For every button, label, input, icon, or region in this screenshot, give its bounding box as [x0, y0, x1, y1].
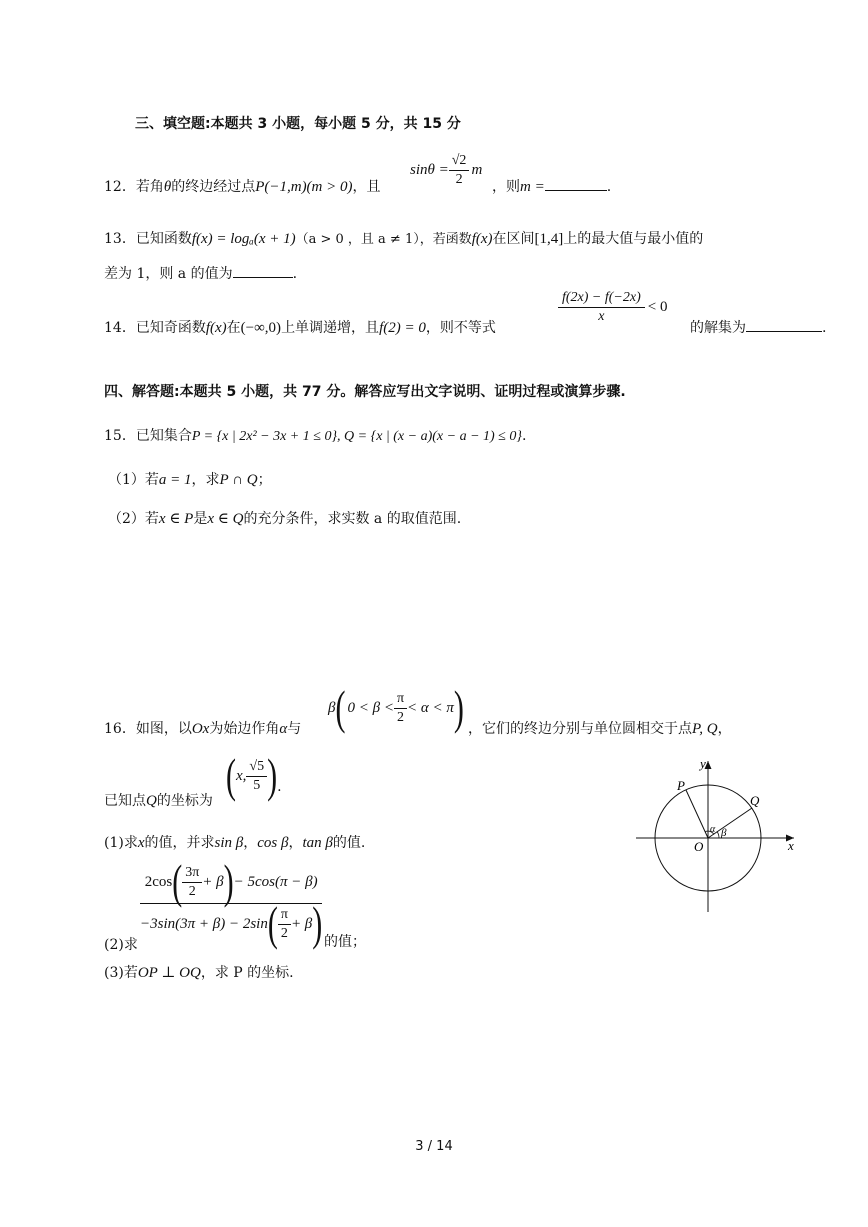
q15-sets: P = {x | 2x² − 3x + 1 ≤ 0}, Q = {x | (x − a)(x − a − 1) ≤ 0}: [191, 429, 522, 444]
q16-part-1: [104, 832, 365, 852]
page-number: 3 / 14: [415, 1139, 453, 1154]
q16-p3-label: (3)若: [104, 965, 138, 981]
q16-text-4: ，它们的终边分别与单位圆相交于点: [468, 721, 692, 737]
q16-frac-den-inner-den: 2: [280, 926, 288, 941]
q16-frac-den-rparen: ): [312, 897, 323, 951]
q16-p1-cos: cos β: [257, 835, 289, 851]
section-3-heading: 三、填空题:本题共 3 小题，每小题 5 分，共 15 分: [135, 116, 461, 132]
q16-range-den: 2: [396, 710, 404, 725]
q16-p1-text: 的值，并求: [144, 835, 215, 851]
q16-number: 16．: [104, 721, 136, 737]
q15-p1-end: ；: [257, 472, 272, 488]
q15-p2-mid: 是: [193, 511, 208, 527]
question-16-line-1a: [104, 718, 301, 738]
q15-p2-b: x ∈ Q: [207, 511, 244, 527]
q14-ineq-num: f(2x) − f(−2x): [558, 289, 645, 308]
q16-p3-expr: OP ⊥ OQ: [137, 965, 201, 981]
label-y: y: [700, 756, 706, 771]
q16-range-left: 0 < β <: [347, 700, 394, 716]
q12-ask: [492, 176, 611, 196]
q15-p1-mid: ，求: [191, 472, 220, 488]
q16-text-5: ，: [717, 721, 732, 737]
q16-p1-sep-2: ，: [288, 835, 303, 851]
q16-frac-num-lparen: (: [172, 855, 183, 909]
q16-range-frac: [394, 690, 407, 727]
question-13-line-2: [104, 263, 297, 283]
q15-p2-end: 的充分条件，求实数 a 的取值范围.: [243, 511, 462, 527]
q12-text-2: 的终边经过点: [171, 179, 256, 195]
q16-p1-sin: sin β: [214, 835, 244, 851]
q16-range-lparen: (: [335, 681, 346, 735]
q14-fx: f(x): [205, 320, 227, 336]
q12-ask-var: m =: [520, 179, 545, 195]
q16-p1-tan: tan β: [302, 835, 333, 851]
q12-sin-lhs: sinθ =: [410, 162, 449, 178]
q16-text-2: 为始边作角: [209, 721, 280, 737]
q14-ineq-den: x: [598, 309, 605, 324]
q16-coord-den: 5: [253, 778, 261, 793]
q16-frac-num-c: + β: [202, 874, 224, 890]
q15-number: 15．: [104, 428, 136, 444]
q16-frac-num-rparen: ): [223, 855, 234, 909]
ray-op: [686, 790, 708, 838]
q16-big-fraction: [140, 855, 323, 951]
q12-text-4: ，则: [492, 179, 520, 195]
q13-interval: [1,4]: [534, 231, 564, 247]
q14-answer-blank[interactable]: [746, 317, 822, 332]
q16-frac-den-c: + β: [290, 916, 313, 932]
angle-beta-arc: [717, 832, 719, 839]
q12-sin-m: m: [471, 162, 483, 178]
q14-ineq-fraction: [558, 289, 645, 326]
q16-range: [328, 681, 464, 735]
label-alpha: α: [710, 824, 716, 835]
q15-text-1: 已知集合: [135, 428, 192, 444]
q12-sin-expression: [410, 152, 482, 189]
q13-line-2-text: 差为 1，则 a 的值为: [104, 266, 233, 282]
q16-frac-num-inner: [182, 864, 202, 901]
q16-part-2-end: 的值；: [324, 934, 366, 950]
q16-frac-num-inner-num: 3π: [182, 864, 202, 883]
q16-q: Q: [146, 793, 157, 809]
q12-number: 12．: [104, 179, 136, 195]
label-q: Q: [750, 793, 760, 808]
q16-frac-num-d: − 5cos(π − β): [233, 874, 318, 890]
q16-frac-den-lparen: (: [267, 897, 278, 951]
q16-frac-numerator: [140, 855, 322, 909]
q13-cond: （a > 0 ，且 a ≠ 1），若函数: [295, 232, 472, 247]
q13-func: f(x) = logₐ(x + 1): [191, 231, 296, 247]
question-15: [104, 425, 526, 445]
q13-answer-blank[interactable]: [233, 263, 293, 278]
q14-inequality: [558, 289, 667, 326]
q16-range-right: < α < π: [407, 700, 454, 716]
label-p: P: [677, 778, 685, 793]
q13-text-1: 已知函数: [135, 231, 192, 247]
q14-text-4: ，则不等式: [425, 320, 496, 336]
q13-end: .: [292, 266, 298, 282]
q14-f2: f(2) = 0: [379, 320, 426, 336]
q12-text-1: 若角: [135, 179, 164, 195]
question-16-line-2: [104, 790, 213, 810]
q14-interval: (−∞,0): [240, 320, 282, 336]
q12-answer-blank[interactable]: [545, 176, 607, 191]
q14-end: .: [822, 320, 827, 336]
question-16-line-1b: [468, 718, 732, 738]
q15-p1-cond: a = 1: [158, 472, 192, 488]
q16-alpha: α: [279, 721, 288, 737]
q12-theta: θ: [163, 179, 172, 195]
q16-frac-den-inner: [278, 906, 291, 943]
q16-frac-num-inner-den: 2: [188, 884, 196, 899]
q16-coordinate: [226, 749, 282, 803]
q15-p1-label: （1）若: [108, 472, 159, 488]
q16-line-2b: 的坐标为: [156, 793, 213, 809]
q13-fx: f(x): [471, 231, 493, 247]
q16-range-rparen: ): [453, 681, 464, 735]
q12-end: .: [606, 179, 612, 195]
q16-range-num: π: [394, 690, 407, 709]
q16-part-3: [104, 962, 294, 982]
q15-part-1: [108, 469, 272, 489]
q14-number: 14．: [104, 320, 136, 336]
label-origin: O: [694, 839, 704, 854]
q16-line-2-text: 已知点: [104, 793, 146, 809]
q16-frac-den-a: −3sin(3π + β) − 2sin: [140, 916, 268, 932]
q13-number: 13．: [104, 231, 136, 247]
q16-coord-rparen: ): [267, 749, 278, 803]
q14-text-1: 已知奇函数: [135, 320, 206, 336]
q15-p2-label: （2）若: [108, 511, 159, 527]
question-13-line-1: [104, 228, 703, 248]
q16-frac-den-inner-num: π: [278, 906, 291, 925]
q15-part-2: [108, 508, 461, 528]
q16-beta: β: [328, 700, 336, 716]
q15-end: .: [521, 428, 527, 444]
label-x: x: [788, 838, 794, 853]
q15-p2-a: x ∈ P: [158, 511, 194, 527]
q16-coord-num: √5: [246, 758, 267, 777]
q12-point: P(−1,m)(m > 0): [255, 179, 353, 195]
q16-p1-x: x: [137, 835, 145, 851]
q14-ask: [690, 317, 826, 337]
unit-circle-figure: [630, 755, 802, 920]
q16-coord-x: x,: [236, 768, 247, 784]
section-4-heading: 四、解答题:本题共 5 小题，共 77 分。解答应写出文字说明、证明过程或演算步骤.: [104, 384, 626, 400]
q14-text-5: 的解集为: [690, 320, 746, 336]
q16-pq: P, Q: [692, 721, 718, 737]
q12-sin-num: √2: [449, 152, 470, 171]
q16-coord-end: .: [277, 779, 282, 795]
q14-ineq-rhs: < 0: [647, 299, 668, 315]
q16-text-1: 如图，以: [135, 721, 192, 737]
q14-text-3: 上单调递增，且: [281, 320, 380, 336]
label-beta: β: [721, 827, 727, 839]
q16-p1-sep-1: ，: [243, 835, 258, 851]
q16-p3-end: ，求 P 的坐标.: [200, 965, 294, 981]
q16-p1-end: 的值.: [332, 835, 366, 851]
q16-text-3: 与: [287, 721, 302, 737]
q16-ox: Ox: [191, 721, 210, 737]
q16-p1-label: (1)求: [104, 835, 138, 851]
q16-coord-frac: [246, 758, 267, 795]
q16-frac-num-a: 2cos: [144, 874, 173, 890]
q12-sin-den: 2: [455, 172, 463, 187]
question-12: [104, 176, 381, 196]
q12-sin-fraction: [449, 152, 470, 189]
q16-coord-lparen: (: [226, 749, 236, 803]
q15-p1-expr: P ∩ Q: [219, 472, 258, 488]
q13-text-3: 上的最大值与最小值的: [563, 231, 704, 247]
q12-text-3: ，且: [352, 179, 381, 195]
question-14: [104, 317, 496, 337]
q16-part-2-label: (2)求: [104, 937, 138, 953]
q14-text-2: 在: [226, 320, 241, 336]
q13-text-2: 在区间: [492, 231, 535, 247]
